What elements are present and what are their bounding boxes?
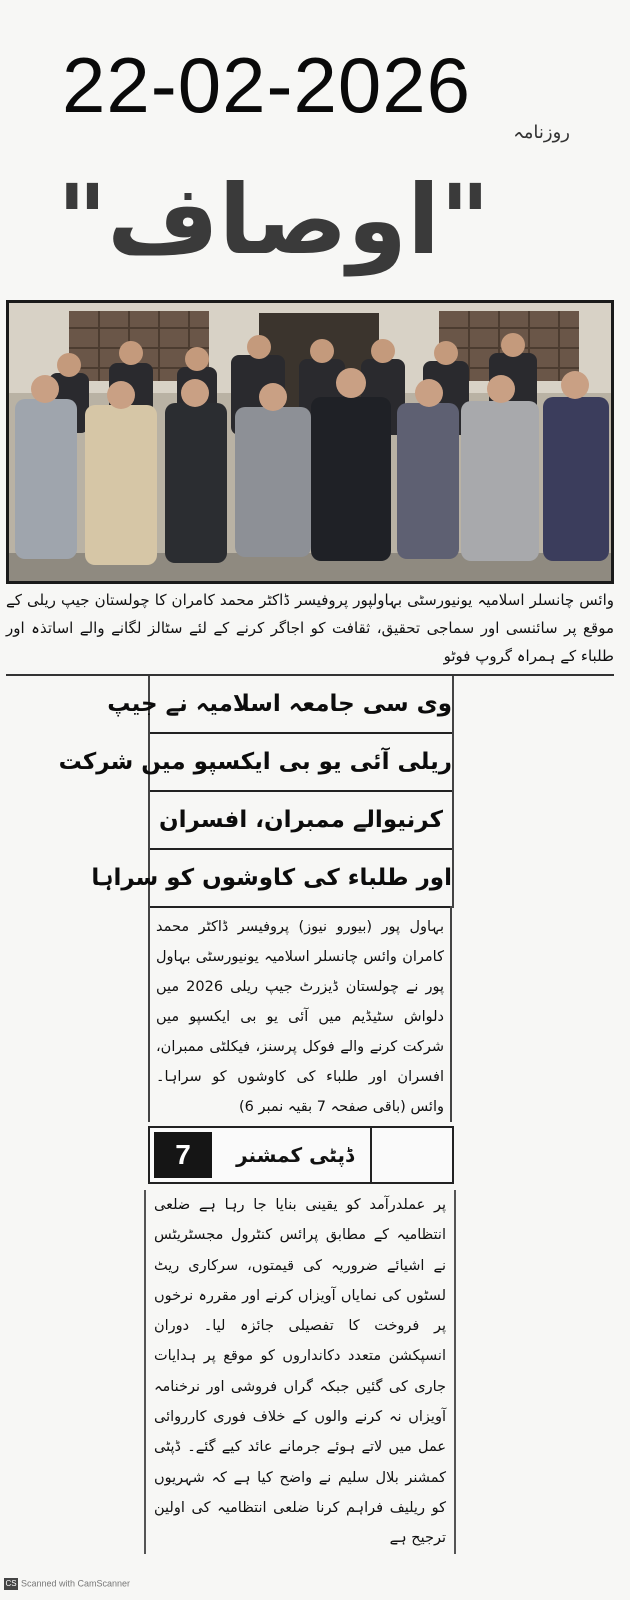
newspaper-masthead: "اوصاف" [57, 164, 490, 276]
group-photo [6, 300, 614, 584]
story-body: بہاول پور (بیورو نیوز) پروفیسر ڈاکٹر محمد کامران وائس چانسلر اسلامیہ یونیورسٹی بہاول پور نے چولستان ڈیزرٹ جیپ ریلی 2026 میں دلواش سٹیڈیم میں آئی یو بی ایکسپو میں شرکت کرنے والے فوکل پرسنز، فیکلٹی ممبران، افسران اور طلباء کی کاوشوں کو سراہا۔ وائس (باقی صفحہ 7 بقیہ نمبر 6) [148, 906, 452, 1122]
headline-line: وی سی جامعہ اسلامیہ نے جیپ [150, 676, 452, 734]
continuation-title: ڈپٹی کمشنر [220, 1128, 372, 1182]
group-photo-image [9, 303, 611, 581]
headline [58, 676, 454, 908]
scanner-watermark [4, 1578, 204, 1594]
camscanner-icon: CS [5, 1579, 17, 1588]
headline-line: کرنیوالے ممبران، افسران [150, 792, 452, 850]
continuation-header [148, 1126, 454, 1184]
scanner-text: Scanned with CamScanner [21, 1578, 131, 1589]
headline-line: ریلی آئی یو بی ایکسپو میں شرکت [150, 734, 452, 792]
continuation-page-number: 7 [154, 1132, 212, 1178]
newspaper-label: روزنامہ [513, 122, 570, 143]
headline-line: اور طلباء کی کاوشوں کو سراہا [150, 850, 452, 908]
clipping-date: 22-02-2026 [62, 41, 471, 129]
photo-caption: وائس چانسلر اسلامیہ یونیورسٹی بہاولپور پروفیسر ڈاکٹر محمد کامران کا چولستان جیپ ریلی کے موقع پر سائنسی اور سماجی تحقیق، ثقافت کو اجاگر کرنے کے لئے سٹالز لگانے والے اساتذہ اور طلباء کے ہمراہ گروپ فوٹو [6, 586, 614, 676]
continuation-body: پر عملدرآمد کو یقینی بنایا جا رہا ہے ضلعی انتظامیہ کے مطابق پرائس کنٹرول مجسٹریٹس نے اشیائے ضروریہ کی قیمتوں، سرکاری ریٹ لسٹوں کی نمایاں آویزاں کرنے اور مقررہ نرخوں پر فروخت کا تفصیلی جائزہ لیا۔ دوران انسپکشن متعدد دکانداروں کو موقع پر ہدایات جاری کی گئیں جبکہ گراں فروشی اور نرخنامہ آویزاں نہ کرنے والوں کے خلاف فوری کارروائی عمل میں لاتے ہوئے جرمانے عائد کیے گئے۔ ڈپٹی کمشنر بلال سلیم نے واضح کیا ہے کہ شہریوں کو ریلیف فراہم کرنا ضلعی انتظامیہ کی اولین ترجیح ہے [144, 1190, 456, 1554]
